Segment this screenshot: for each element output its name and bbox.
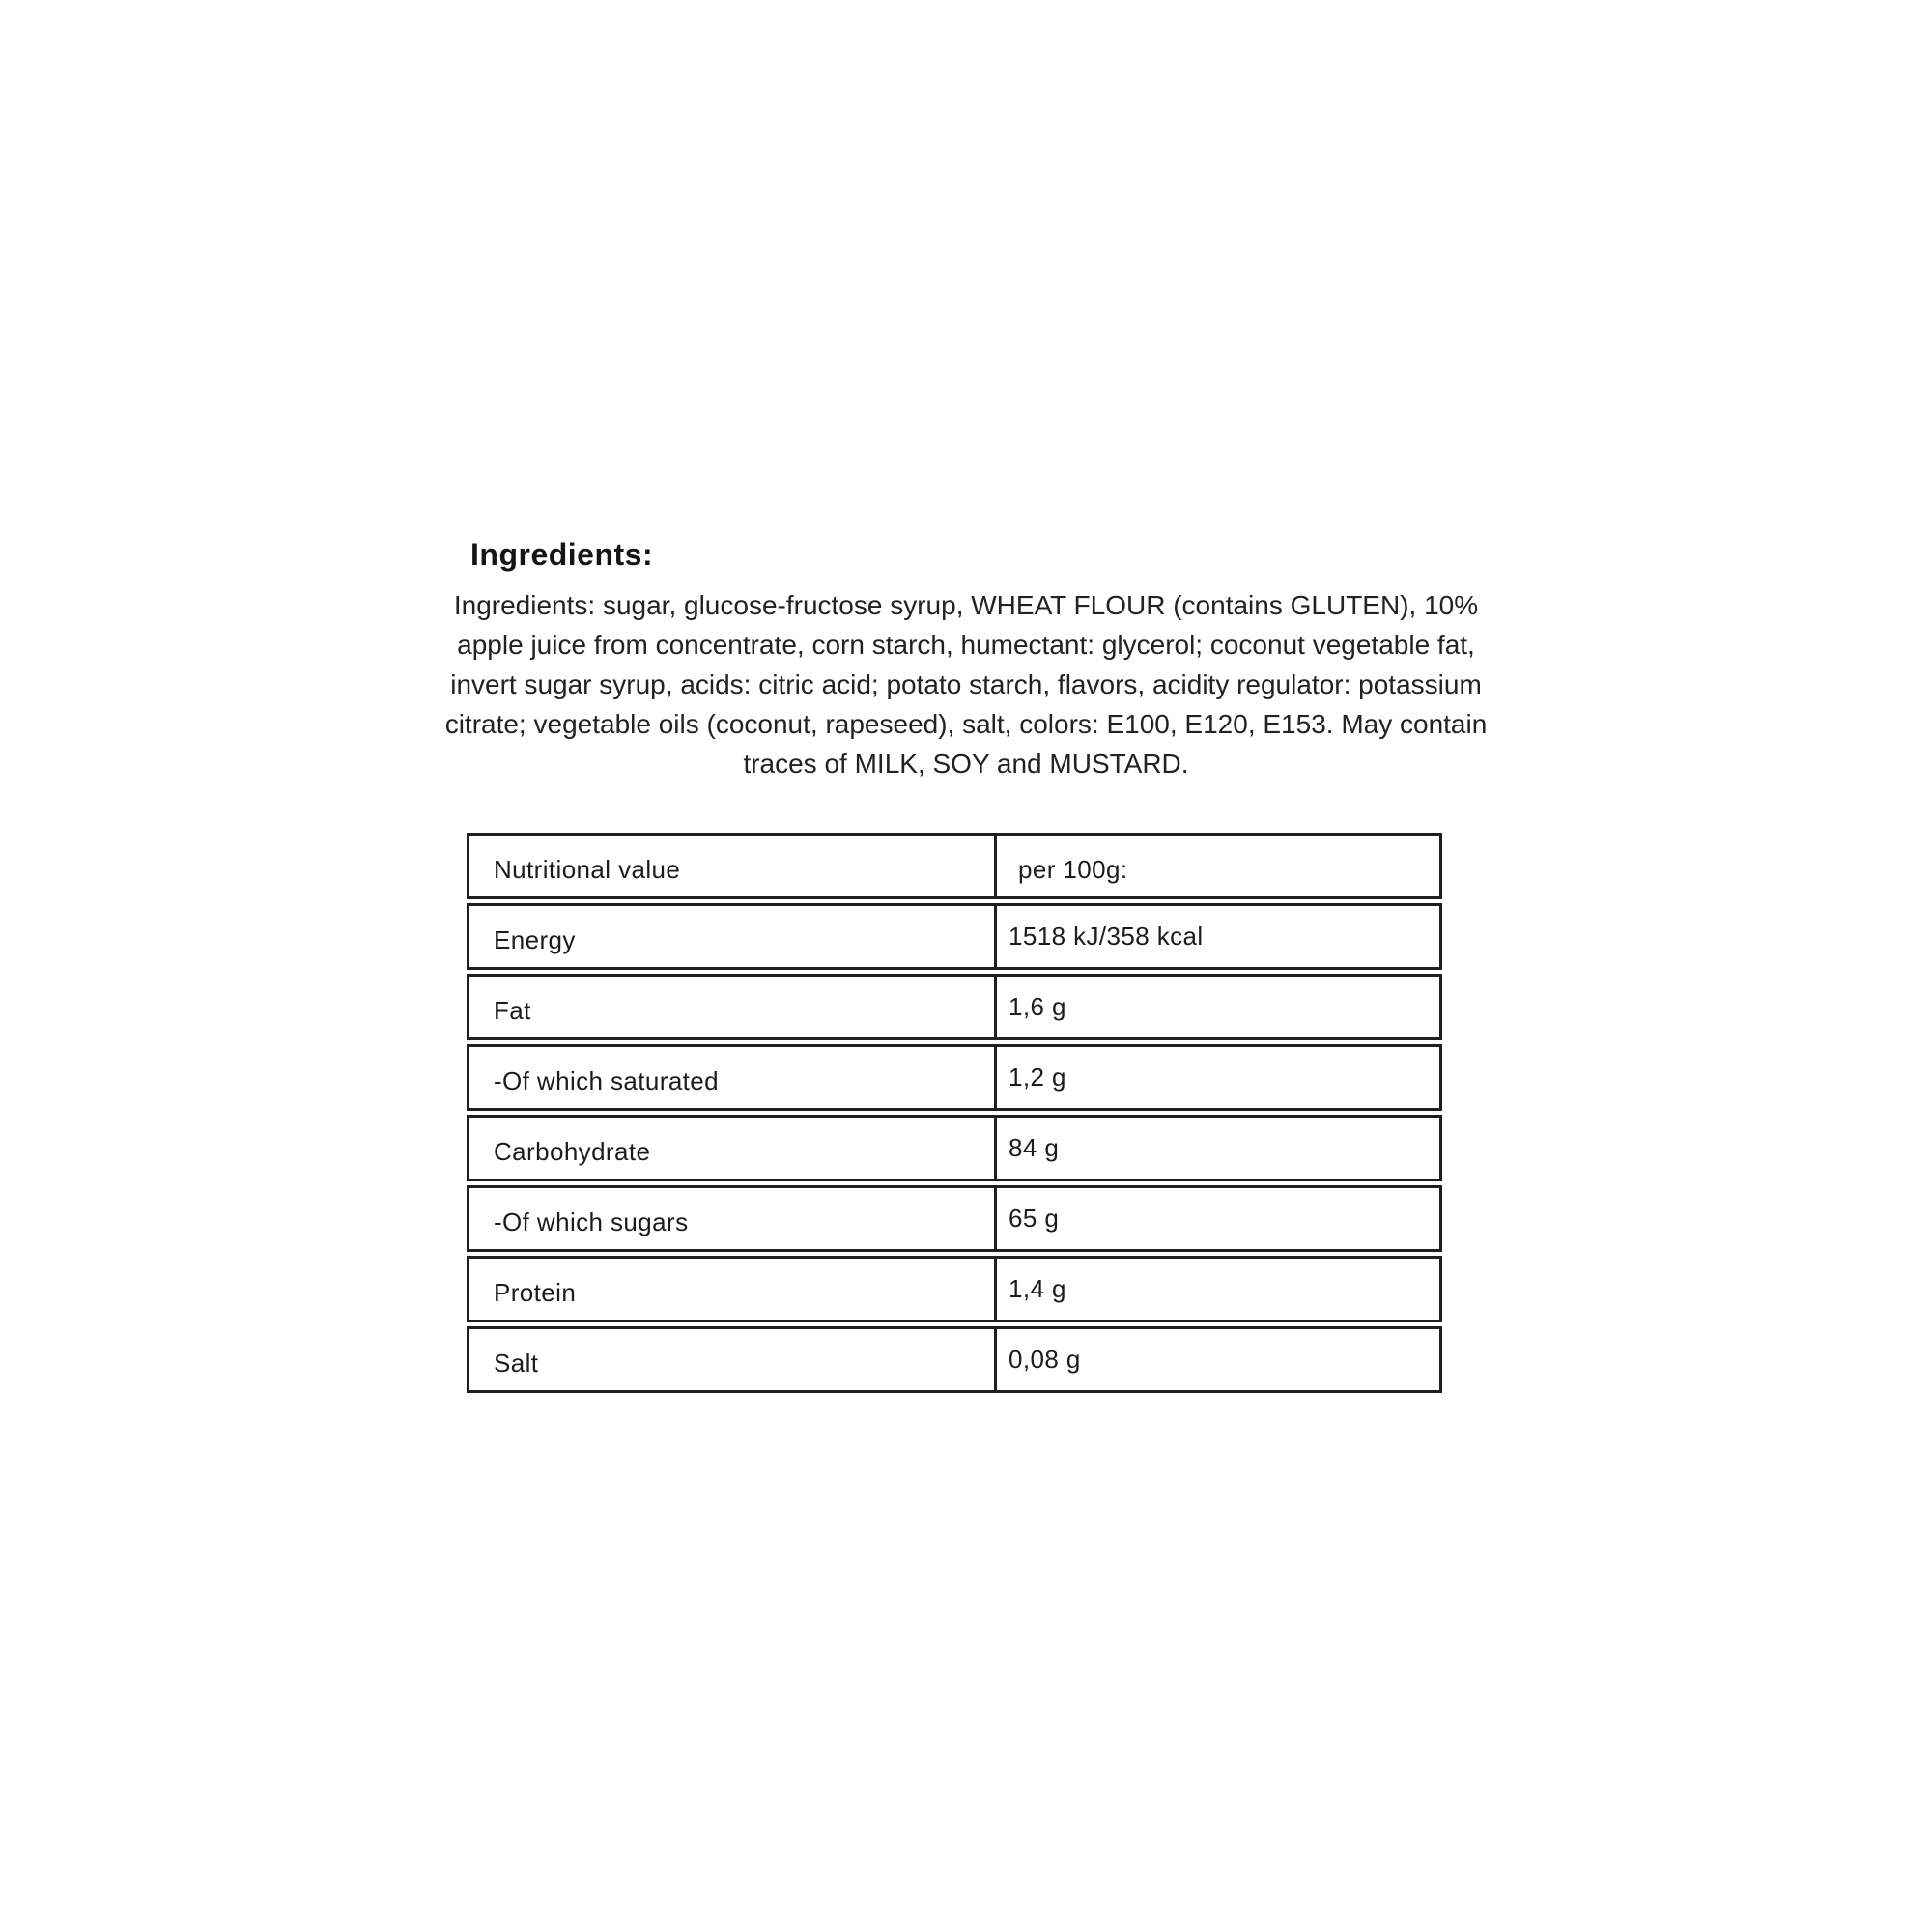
nutrient-value: 1,6 g bbox=[1009, 992, 1066, 1021]
nutrient-value: 1518 kJ/358 kcal bbox=[1009, 922, 1204, 951]
nutrient-label: -Of which saturated bbox=[469, 1047, 997, 1108]
nutrition-table-header-value: per 100g: bbox=[1018, 855, 1128, 884]
table-row bbox=[467, 1115, 1442, 1181]
nutrient-label: Salt bbox=[469, 1329, 997, 1390]
table-row bbox=[467, 1326, 1442, 1393]
table-row bbox=[467, 1256, 1442, 1322]
ingredients-text: Ingredients: sugar, glucose-fructose syrup, WHEAT FLOUR (contains GLUTEN), 10% apple juice from concentrate, corn starch, humectant: glycerol; coconut vegetable fat, invert sugar syrup, acids: citric acid; potato starch, flavors, acidity regulator: potassium citrate; vegetable oils (coconut, rapeseed), salt, colors: E100, E120, E153. May contain traces of MILK, SOY and MUSTARD. bbox=[444, 590, 1488, 779]
nutrient-value: 1,4 g bbox=[1009, 1274, 1066, 1303]
nutrient-value: 65 g bbox=[1009, 1204, 1060, 1233]
nutrient-value: 84 g bbox=[1009, 1133, 1060, 1162]
ingredients-heading: Ingredients: bbox=[470, 537, 654, 572]
table-row bbox=[467, 903, 1442, 970]
table-row bbox=[467, 1185, 1442, 1252]
nutrition-table-header-row bbox=[467, 833, 1442, 899]
nutrition-table bbox=[467, 833, 1442, 1397]
nutrient-label: Carbohydrate bbox=[469, 1118, 997, 1179]
nutrition-rows bbox=[467, 903, 1442, 1393]
nutrient-label: Protein bbox=[469, 1259, 997, 1320]
nutrient-label: Energy bbox=[469, 906, 997, 967]
nutrient-label: Fat bbox=[469, 977, 997, 1037]
table-row bbox=[467, 974, 1442, 1040]
nutrient-value: 1,2 g bbox=[1009, 1063, 1066, 1092]
nutrient-value: 0,08 g bbox=[1009, 1345, 1081, 1374]
nutrient-label: -Of which sugars bbox=[469, 1188, 997, 1249]
table-row bbox=[467, 1044, 1442, 1111]
nutrition-table-header-label: Nutritional value bbox=[469, 836, 997, 896]
